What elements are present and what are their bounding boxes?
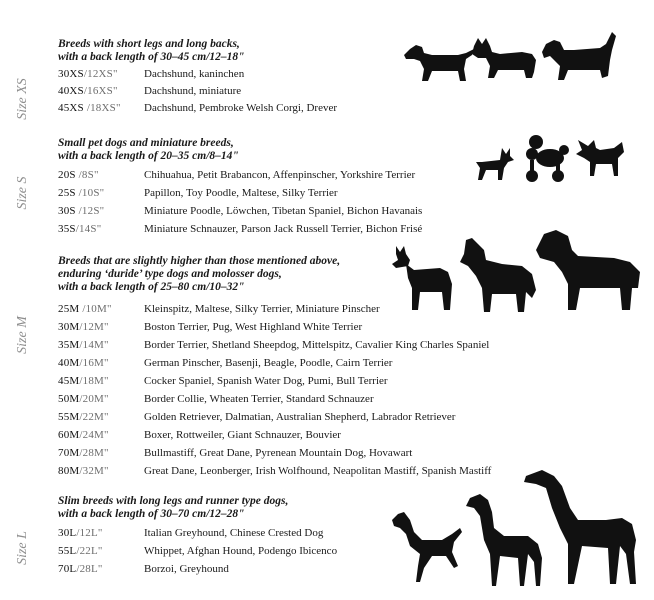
collie-silhouette-icon (458, 236, 538, 316)
size-label-s: Size S (15, 175, 30, 210)
table-row: 45M/18M" Cocker Spaniel, Spanish Water Dog, Pumi, Bull Terrier (58, 375, 388, 387)
section-heading-xs: Breeds with short legs and long backs, with a back length of 30–45 cm/12–18" (58, 38, 245, 63)
table-row: 80M/32M" Great Dane, Leonberger, Irish Wolfhound, Neapolitan Mastiff, Spanish Mastiff (58, 465, 492, 477)
table-row: 60M/24M" Boxer, Rottweiler, Giant Schnauzer, Bouvier (58, 429, 341, 441)
table-row: 35S/14S" Miniature Schnauzer, Parson Jack Russell Terrier, Bichon Frisé (58, 223, 423, 235)
table-row: 70L/28L" Borzoi, Greyhound (58, 563, 229, 575)
basset-silhouette-icon (540, 30, 620, 84)
section-heading-m: Breeds that are slightly higher than those mentioned above, enduring ‘duride’ type dogs and molosser dogs, with a back length of 25–80 cm/10–32" (58, 255, 341, 293)
table-row: 20S /8S" Chihuahua, Petit Brabancon, Affenpinscher, Yorkshire Terrier (58, 169, 416, 181)
size-label-m: Size M (15, 316, 30, 354)
mountain-dog-silhouette-icon (534, 228, 644, 314)
table-row: 30L/12L" Italian Greyhound, Chinese Crested Dog (58, 527, 324, 539)
table-row: 35M/14M" Border Terrier, Shetland Sheepdog, Mittelspitz, Cavalier King Charles Spaniel (58, 339, 490, 351)
table-row: 30S /12S" Miniature Poodle, Löwchen, Tibetan Spaniel, Bichon Havanais (58, 205, 423, 217)
table-row: 55M/22M" Golden Retriever, Dalmatian, Australian Shepherd, Labrador Retriever (58, 411, 456, 423)
papillon-silhouette-icon (574, 136, 626, 182)
size-label-xs: Size XS (15, 78, 30, 120)
table-row: 25M /10M" Kleinspitz, Maltese, Silky Terrier, Miniature Pinscher (58, 303, 380, 315)
table-row: 40M/16M" German Pinscher, Basenji, Beagle, Poodle, Cairn Terrier (58, 357, 393, 369)
table-row: 45XS /18XS" Dachshund, Pembroke Welsh Corgi, Drever (58, 102, 338, 114)
dachshund-silhouette-icon (402, 43, 476, 85)
table-row: 30M/12M" Boston Terrier, Pug, West Highland White Terrier (58, 321, 363, 333)
size-label-l: Size L (15, 531, 30, 565)
section-heading-s: Small pet dogs and miniature breeds, with a back length of 20–35 cm/8–14" (58, 137, 239, 162)
borzoi-silhouette-icon (522, 468, 644, 586)
table-row: 50M/20M" Border Collie, Wheaten Terrier, Standard Schnauzer (58, 393, 374, 405)
table-row: 40XS/16XS" Dachshund, miniature (58, 85, 242, 97)
corgi-silhouette-icon (470, 36, 538, 82)
poodle-silhouette-icon (522, 134, 570, 184)
schnauzer-silhouette-icon (390, 244, 456, 314)
table-row: 30XS/12XS" Dachshund, kaninchen (58, 68, 245, 80)
table-row: 25S /10S" Papillon, Toy Poodle, Maltese, Silky Terrier (58, 187, 338, 199)
section-heading-l: Slim breeds with long legs and runner type dogs, with a back length of 30–70 cm/12–28" (58, 495, 289, 520)
table-row: 55L/22L" Whippet, Afghan Hound, Podengo Ibicenco (58, 545, 338, 557)
chihuahua-silhouette-icon (472, 146, 516, 182)
italian-greyhound-silhouette-icon (390, 510, 464, 586)
table-row: 70M/28M" Bullmastiff, Great Dane, Pyrenean Mountain Dog, Hovawart (58, 447, 413, 459)
